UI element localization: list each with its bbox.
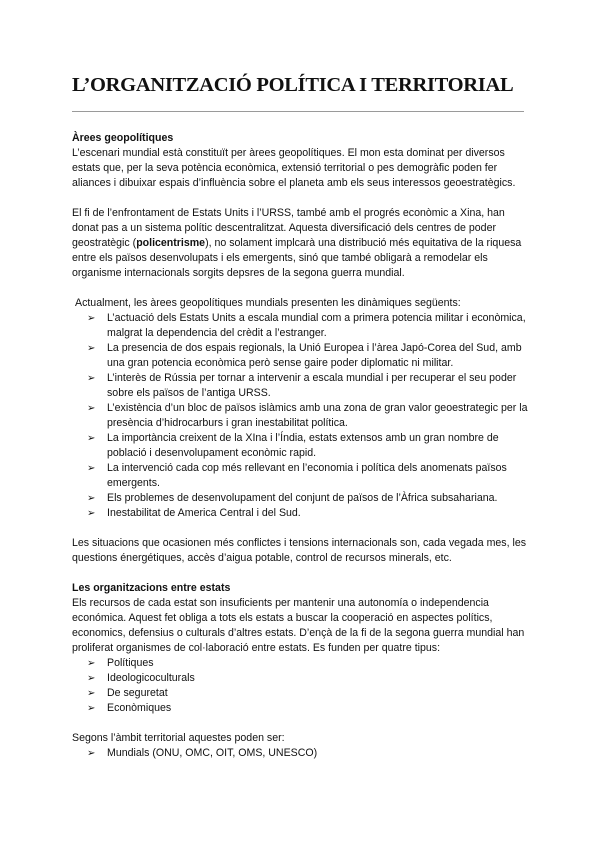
list-item-text: La presencia de dos espais regionals, la Unió Europea i l’àrea Japó-Corea del Sud, amb una gran potencia econòmica però sense gaire poder diplomatic ni militar. bbox=[107, 342, 522, 369]
section-heading-organizations: Les organitzacions entre estats bbox=[72, 582, 231, 594]
list-item bbox=[87, 656, 528, 671]
list-item bbox=[87, 701, 528, 716]
paragraph-policentrisme bbox=[72, 206, 528, 281]
paragraph-cooperation: Els recursos de cada estat son insuficients per mantenir una autonomía o independencia económica. Aquest fet obliga a tots els estats a buscar la cooperació en aspectes polítics, economics, defensius o culturals d’altres estats. D’ençà de la fi de la segona guerra mundial han proliferat organismes de col·laboració entre estats. Es funden per quatre tipus: bbox=[72, 597, 525, 654]
bullet-arrow-icon: ➢ bbox=[87, 688, 96, 699]
page-title: L’ORGANITZACIÓ POLÍTICA I TERRITORIAL bbox=[72, 74, 514, 96]
bullet-arrow-icon: ➢ bbox=[87, 433, 96, 444]
list-item-text: L’interès de Rússia per tornar a intervenir a escala mundial i per recuperar el seu poder sobre els països de l’antiga URSS. bbox=[107, 372, 517, 399]
list-item-text: La intervenció cada cop més rellevant en l’economia i política dels anomenats països emergents. bbox=[107, 462, 507, 489]
list-item bbox=[87, 401, 528, 431]
list-item-text: Econòmiques bbox=[107, 702, 172, 714]
bullet-arrow-icon: ➢ bbox=[87, 673, 96, 684]
list-item bbox=[87, 341, 528, 371]
list-item bbox=[87, 431, 528, 461]
paragraph-policentrisme-text-b: ), no solament implcarà una distribució més equitativa de la riquesa entre els països desenvolupats i els emergents, sinó que també obligarà a remodelar els organisme internacionals sorgits depsres de la segona guerra mundial. bbox=[72, 237, 522, 279]
list-item bbox=[87, 371, 528, 401]
paragraph-intro: L’escenari mundial està constituït per àrees geopolítiques. El mon esta dominat per diversos estats que, per la seva potència econòmica, extensió territorial o pes demogràfic poden fer aliances i dibuixar espais d’influència sobre el planeta amb els seus interessos geoestratègics. bbox=[72, 147, 516, 189]
document-body bbox=[72, 131, 528, 761]
list-item-text: Mundials (ONU, OMC, OIT, OMS, UNESCO) bbox=[107, 747, 318, 759]
bullet-arrow-icon: ➢ bbox=[87, 493, 96, 504]
paragraph-conflicts: Les situacions que ocasionen més conflictes i tensions internacionals son, cada vegada mes, les questions énergétiques, accès d’aigua potable, control de recursos minerals, etc. bbox=[72, 537, 527, 564]
list-item-text: Ideologicoculturals bbox=[107, 672, 195, 684]
list-item-text: La importància creixent de la XIna i l’Índia, estats extensos amb un gran nombre de població i desenvolupament econòmic rapid. bbox=[107, 432, 499, 459]
keyword-policentrisme: policentrisme bbox=[136, 237, 206, 249]
section-heading-geopolitical-areas: Àrees geopolítiques bbox=[72, 132, 174, 144]
paragraph-territorial-scope: Segons l’àmbit territorial aquestes poden ser: bbox=[72, 732, 285, 744]
organization-types-list bbox=[72, 656, 528, 716]
paragraph-dynamics-intro: Actualment, les àrees geopolítiques mundials presenten les dinàmiques següents: bbox=[75, 297, 461, 309]
list-item-text: Polítiques bbox=[107, 657, 154, 669]
list-item bbox=[87, 671, 528, 686]
list-item bbox=[87, 686, 528, 701]
dynamics-list bbox=[72, 311, 528, 521]
list-item-text: Inestabilitat de America Central i del Sud. bbox=[107, 507, 301, 519]
list-item bbox=[87, 746, 528, 761]
list-item bbox=[87, 461, 528, 491]
bullet-arrow-icon: ➢ bbox=[87, 748, 96, 759]
list-item-text: L’actuació dels Estats Units a escala mundial com a primera potencia militar i econòmica, malgrat la dependencia del crèdit a l’estranger. bbox=[107, 312, 526, 339]
bullet-arrow-icon: ➢ bbox=[87, 703, 96, 714]
territorial-scope-list bbox=[72, 746, 528, 761]
paragraph-policentrisme-text-a: El fi de l’enfrontament de Estats Units i l’URSS, també amb el progrés econòmic a Xina, han donat pas a un sistema polític descentralitzat. Aquesta diversificació dels centres de poder geostratègic ( bbox=[72, 207, 505, 249]
list-item bbox=[87, 506, 528, 521]
bullet-arrow-icon: ➢ bbox=[87, 463, 96, 474]
bullet-arrow-icon: ➢ bbox=[87, 508, 96, 519]
list-item bbox=[87, 491, 528, 506]
bullet-arrow-icon: ➢ bbox=[87, 403, 96, 414]
list-item bbox=[87, 311, 528, 341]
bullet-arrow-icon: ➢ bbox=[87, 343, 96, 354]
list-item-text: Els problemes de desenvolupament del conjunt de països de l’Àfrica subsahariana. bbox=[107, 492, 498, 504]
bullet-arrow-icon: ➢ bbox=[87, 658, 96, 669]
bullet-arrow-icon: ➢ bbox=[87, 373, 96, 384]
list-item-text: De seguretat bbox=[107, 687, 168, 699]
list-item-text: L’existència d’un bloc de països islàmics amb una zona de gran valor geoestrategic per la presència d’hidrocarburs i gran inestabilitat política. bbox=[107, 402, 528, 429]
bullet-arrow-icon: ➢ bbox=[87, 313, 96, 324]
title-divider bbox=[72, 111, 524, 112]
